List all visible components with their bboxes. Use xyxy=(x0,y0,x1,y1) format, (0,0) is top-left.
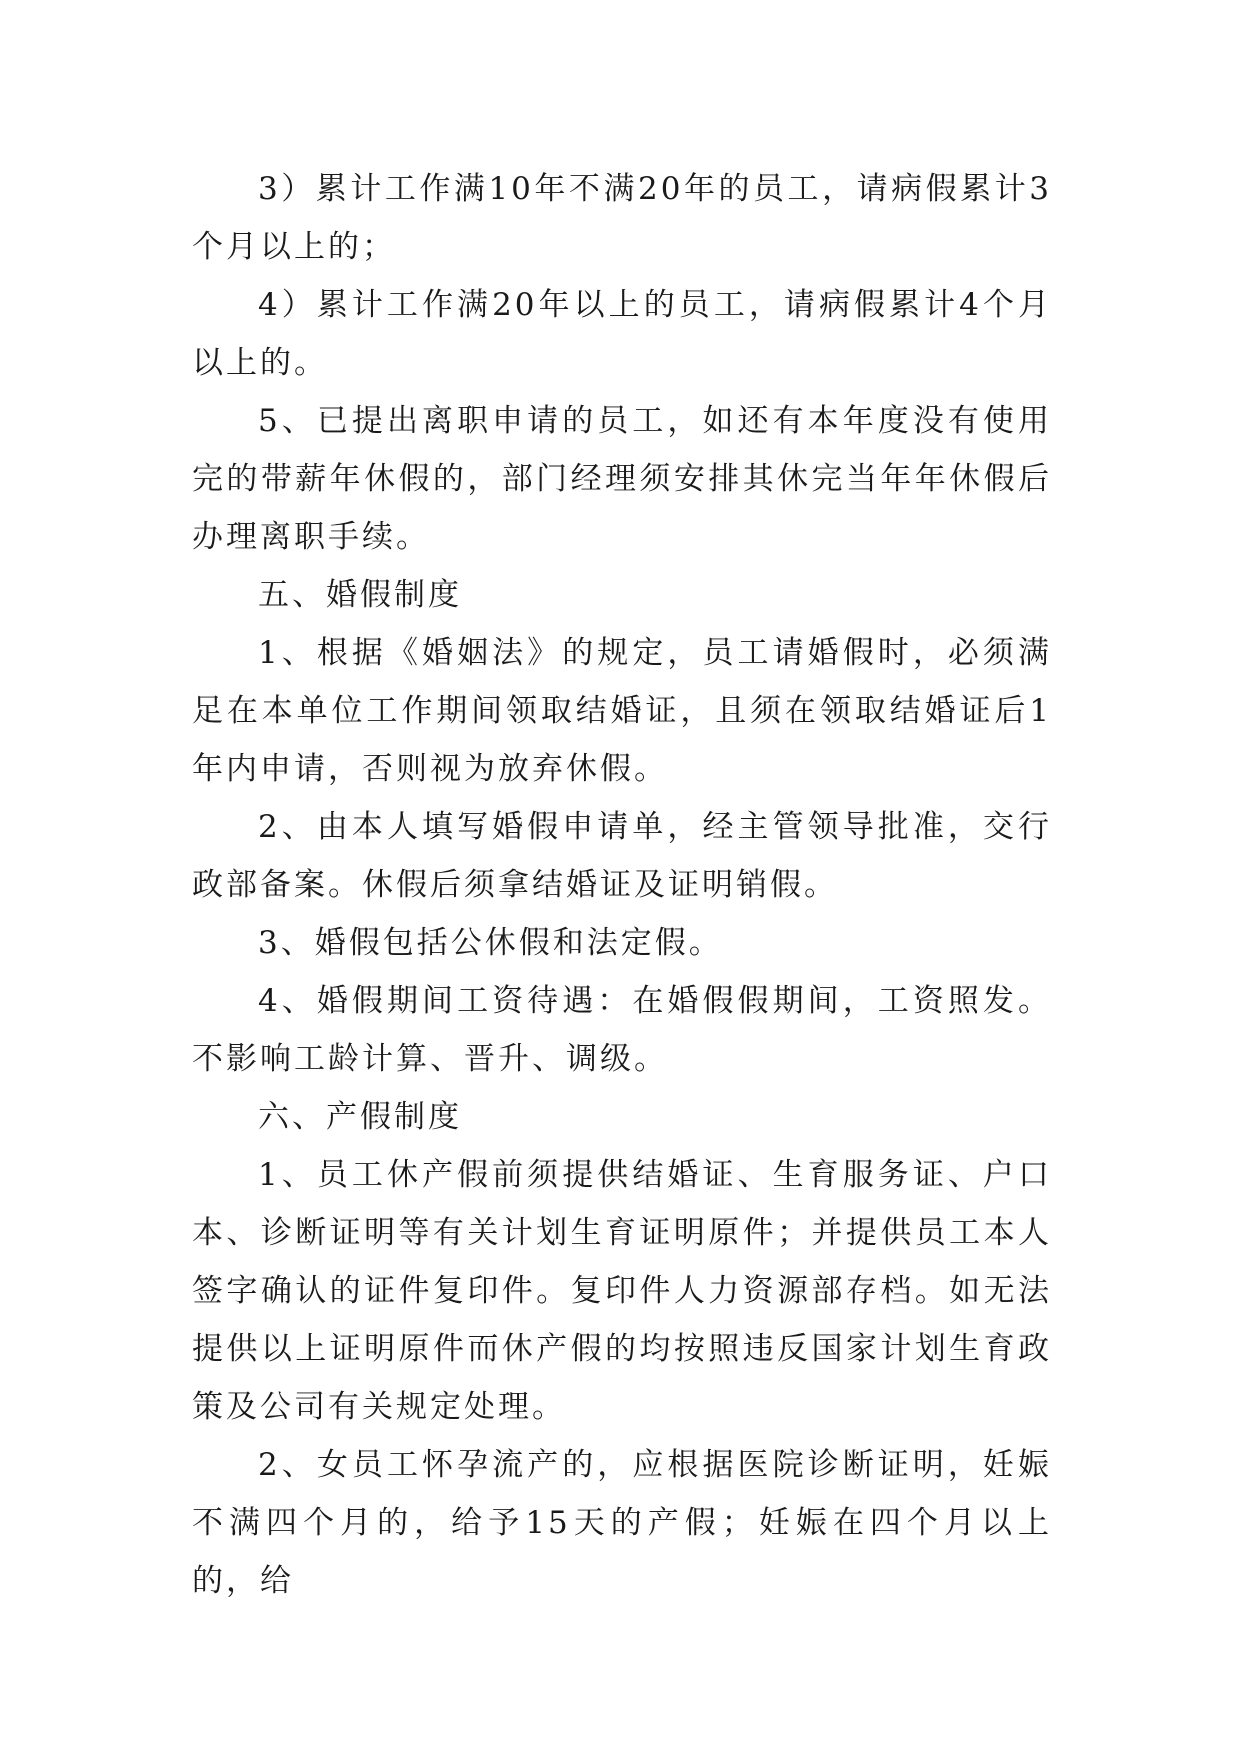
paragraph-sick-leave-20-years: 4）累计工作满20年以上的员工，请病假累计4个月以上的。 xyxy=(192,287,1052,381)
section-heading-marriage-leave: 五、婚假制度 xyxy=(258,577,462,613)
paragraph-maternity-leave-1: 1、员工休产假前须提供结婚证、生育服务证、户口本、诊断证明等有关计划生育证明原件；并提供员工本人签字确认的证件复印件。复印件人力资源部存档。如无法提供以上证明原件而休产假的均按照违反国家计划生育政策及公司有关规定处理。 xyxy=(192,1157,1052,1425)
paragraph-maternity-leave-2: 2、女员工怀孕流产的，应根据医院诊断证明，妊娠不满四个月的，给予15天的产假；妊娠在四个月以上的，给 xyxy=(192,1447,1052,1599)
paragraph-sick-leave-10-20-years: 3）累计工作满10年不满20年的员工，请病假累计3个月以上的； xyxy=(192,171,1052,265)
paragraph-marriage-leave-2: 2、由本人填写婚假申请单，经主管领导批准，交行政部备案。休假后须拿结婚证及证明销假。 xyxy=(192,809,1052,903)
paragraph-marriage-leave-4: 4、婚假期间工资待遇：在婚假假期间，工资照发。不影响工龄计算、晋升、调级。 xyxy=(192,983,1052,1077)
section-heading-maternity-leave: 六、产假制度 xyxy=(258,1099,462,1135)
paragraph-marriage-leave-1: 1、根据《婚姻法》的规定，员工请婚假时，必须满足在本单位工作期间领取结婚证，且须在领取结婚证后1年内申请，否则视为放弃休假。 xyxy=(192,635,1052,787)
document-body xyxy=(192,160,1052,1610)
paragraph-marriage-leave-3: 3、婚假包括公休假和法定假。 xyxy=(258,925,723,961)
paragraph-resignation-annual-leave: 5、已提出离职申请的员工，如还有本年度没有使用完的带薪年休假的，部门经理须安排其休完当年年休假后办理离职手续。 xyxy=(192,403,1052,555)
